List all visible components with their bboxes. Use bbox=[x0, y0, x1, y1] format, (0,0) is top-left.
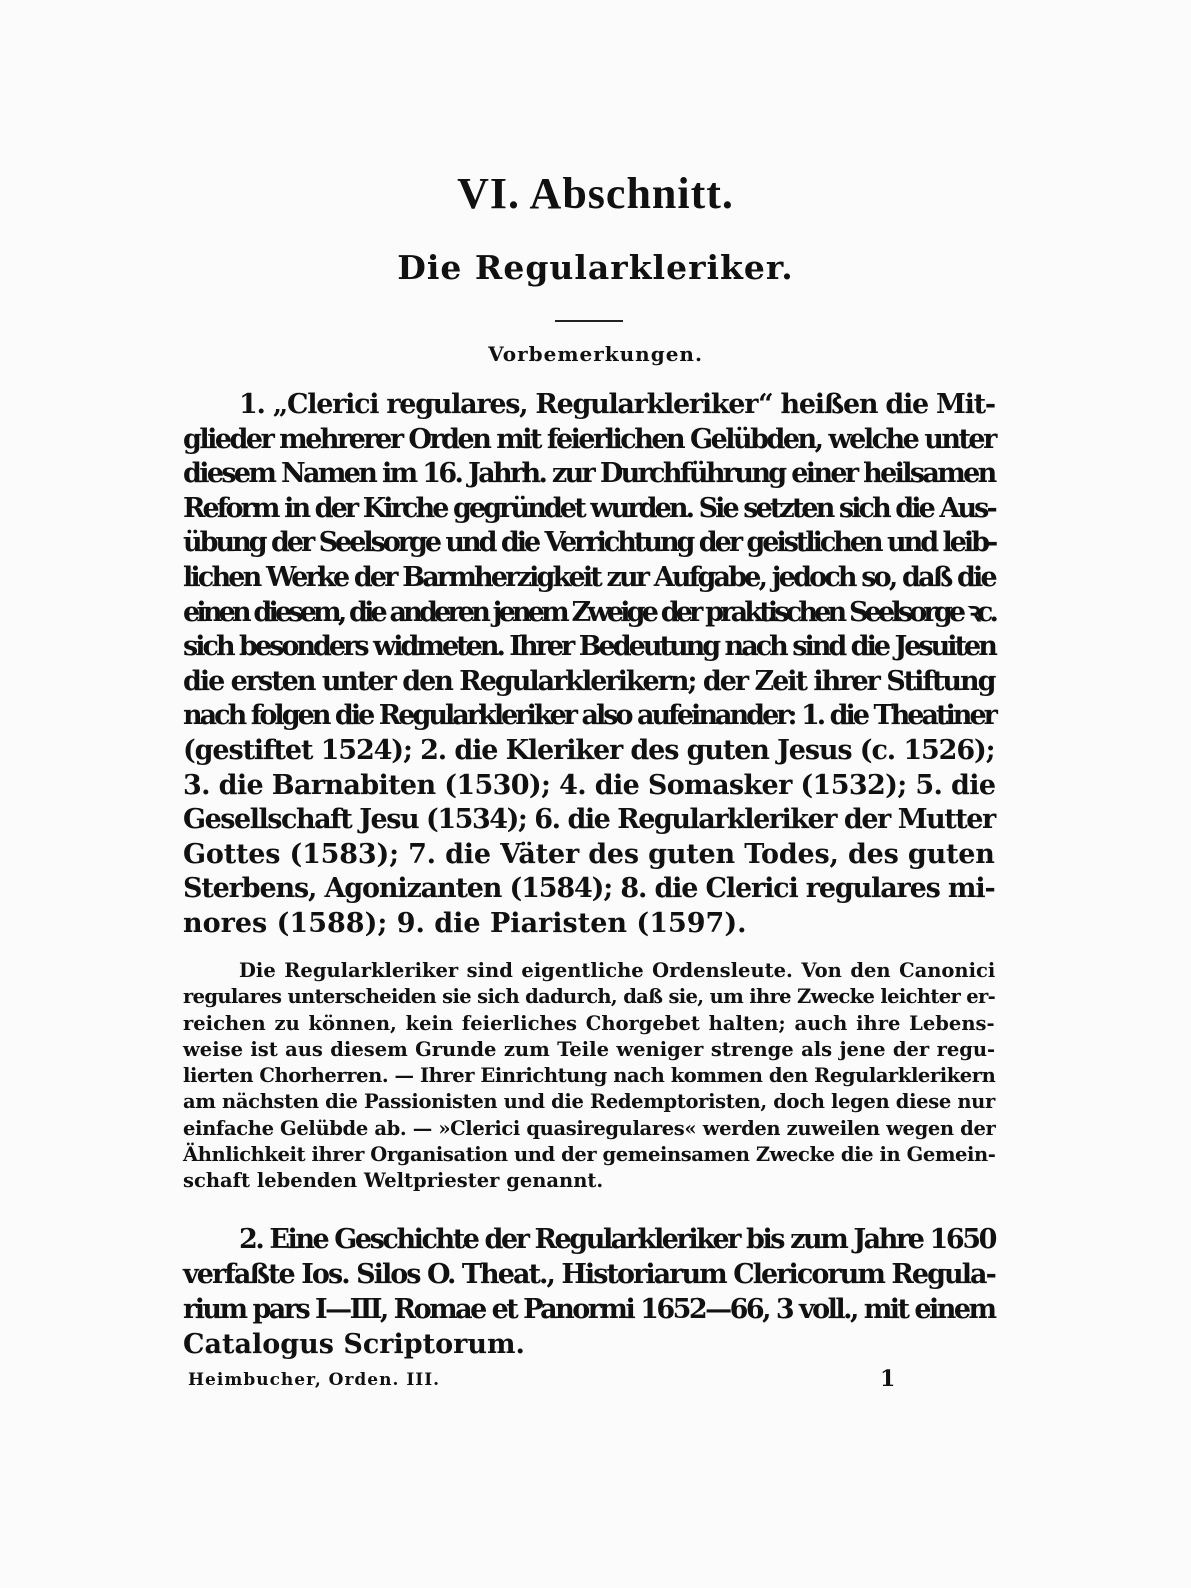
page-number: 1 bbox=[880, 1366, 896, 1392]
paragraph-line: die ersten unter den Regularklerikern; der Zeit ihrer Stiftung bbox=[183, 665, 995, 697]
signature-line: Heimbucher, Orden. III. bbox=[188, 1370, 441, 1390]
paragraph-line: nores (1588); 9. die Piaristen (1597). bbox=[183, 907, 747, 939]
paragraph-1 bbox=[183, 388, 995, 942]
note-line: lierten Chorherren. — Ihrer Einrichtung nach kommen den Regularklerikern bbox=[183, 1064, 996, 1088]
paragraph-2 bbox=[183, 1222, 995, 1362]
paragraph-line: übung der Seelsorge und die Verrichtung der geistlichen und leib- bbox=[183, 527, 996, 559]
note-line: Ähnlichkeit ihrer Organisation und der gemeinsamen Zwecke die in Gemein- bbox=[183, 1143, 996, 1167]
small-print-note bbox=[183, 958, 995, 1195]
paragraph-line: diesem Namen im 16. Jahrh. zur Durchführung einer heilsamen bbox=[183, 458, 995, 490]
paragraph-line: einen diesem, die anderen jenem Zweige der praktischen Seelsorge ꝛc. bbox=[183, 596, 996, 628]
paragraph-line: lichen Werke der Barmherzigkeit zur Aufgabe, jedoch so, daß die bbox=[183, 561, 995, 593]
paragraph-line: 2. Eine Geschichte der Regularkleriker bis zum Jahre 1650 bbox=[239, 1224, 995, 1255]
note-line: schaft lebenden Weltpriester genannt. bbox=[183, 1169, 604, 1193]
note-line: reichen zu können, kein feierliches Chorgebet halten; auch ihre Lebens- bbox=[183, 1011, 995, 1035]
note-line: regulares unterscheiden sie sich dadurch, daß sie, um ihre Zwecke leichter er- bbox=[183, 985, 996, 1009]
chapter-heading: VI. Abschnitt. bbox=[457, 169, 734, 218]
paragraph-line: Gesellschaft Jesu (1534); 6. die Regularkleriker der Mutter bbox=[183, 804, 995, 836]
section-title: Die Regularkleriker. bbox=[397, 248, 794, 287]
paragraph-line: sich besonders widmeten. Ihrer Bedeutung nach sind die Jesuiten bbox=[183, 631, 995, 663]
paragraph-line: (gestiftet 1524); 2. die Kleriker des guten Jesus (c. 1526); bbox=[183, 734, 995, 766]
preliminary-remarks-heading: Vorbemerkungen. bbox=[488, 342, 703, 366]
paragraph-line: glieder mehrerer Orden mit feierlichen Gelübden, welche unter bbox=[183, 423, 995, 455]
note-line: Die Regularkleriker sind eigentliche Ordensleute. Von den Canonici bbox=[239, 959, 996, 982]
paragraph-line: Catalogus Scriptorum. bbox=[183, 1329, 525, 1360]
paragraph-line: rium pars I—III, Romae et Panormi 1652—66, 3 voll., mit einem bbox=[183, 1294, 995, 1325]
paragraph-line: 3. die Barnabiten (1530); 4. die Somasker (1532); 5. die bbox=[183, 769, 996, 801]
note-line: weise ist aus diesem Grunde zum Teile weniger strenge als jene der regu- bbox=[183, 1037, 996, 1061]
paragraph-line: Reform in der Kirche gegründet wurden. Sie setzten sich die Aus- bbox=[183, 492, 995, 524]
paragraph-line: verfaßte Ios. Silos O. Theat., Historiarum Clericorum Regula- bbox=[183, 1259, 995, 1290]
paragraph-line: Sterbens, Agonizanten (1584); 8. die Clerici regulares mi- bbox=[183, 873, 995, 905]
note-line: am nächsten die Passionisten und die Redemptoristen, doch legen diese nur bbox=[183, 1090, 995, 1114]
paragraph-line: Gottes (1583); 7. die Väter des guten Todes, des guten bbox=[183, 838, 995, 870]
title-rule bbox=[555, 320, 623, 322]
paragraph-line: nach folgen die Regularkleriker also aufeinander: 1. die Theatiner bbox=[183, 700, 995, 732]
note-line: einfache Gelübde ab. — »Clerici quasiregulares« werden zuweilen wegen der bbox=[183, 1116, 996, 1140]
paragraph-line: 1. „Clerici regulares, Regularkleriker“ heißen die Mit- bbox=[239, 389, 995, 420]
